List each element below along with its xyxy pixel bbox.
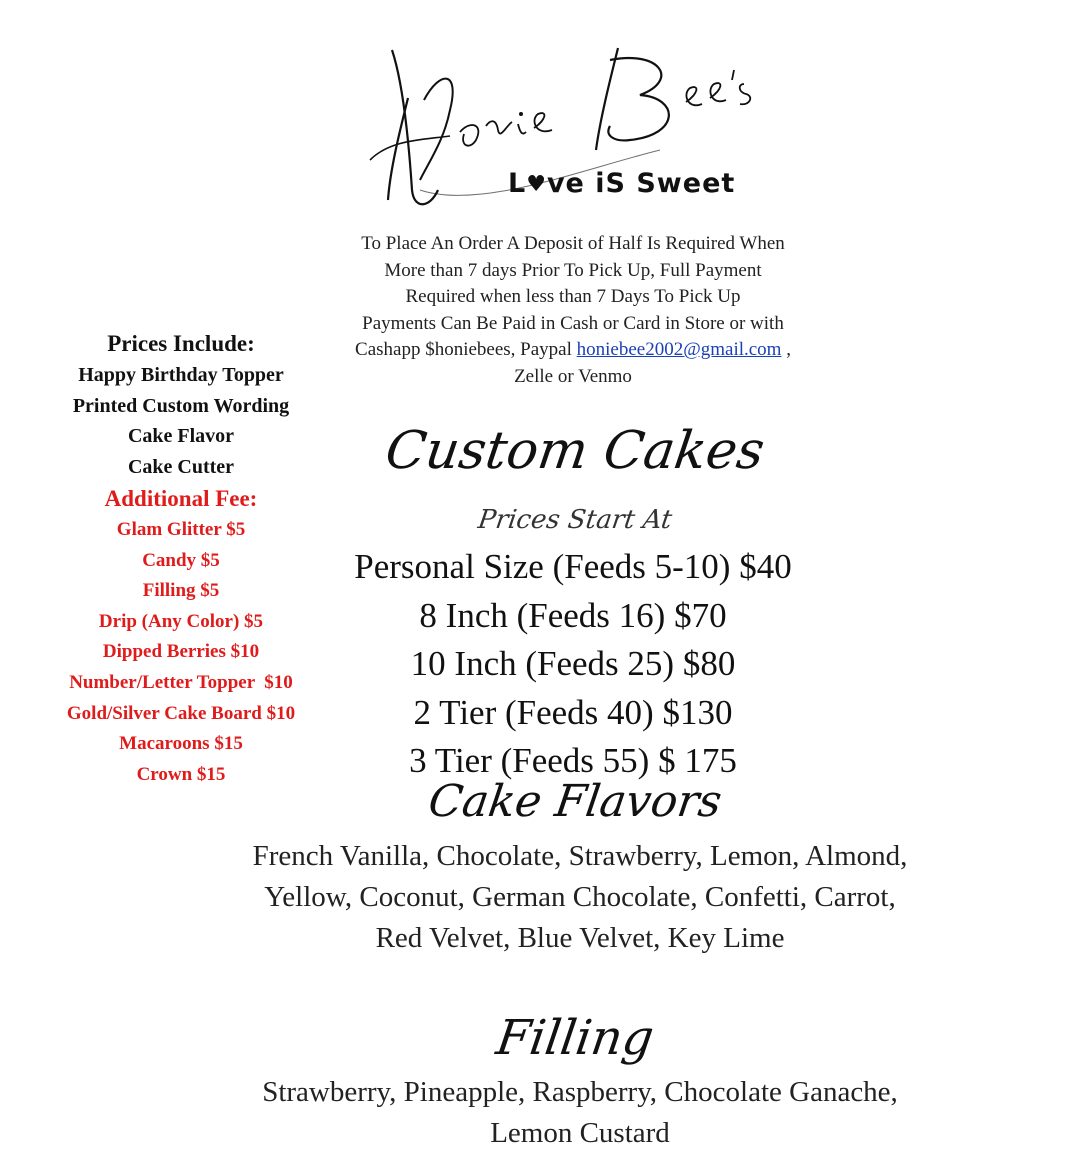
tagline-suffix: ve iS Sweet [546, 168, 736, 199]
notice-line-1: To Place An Order A Deposit of Half Is Required When [361, 233, 785, 254]
logo-tagline [508, 168, 735, 199]
fee-item: Macaroons $15 [119, 733, 243, 755]
tagline-prefix: L [508, 168, 527, 199]
notice-line-3: Required when less than 7 Days To Pick Up [405, 286, 741, 308]
includes-item: Printed Custom Wording [72, 394, 290, 417]
logo [360, 40, 780, 220]
flavors-line-2: Yellow, Coconut, German Chocolate, Confetti, Carrot, [264, 881, 896, 913]
price-item: 10 Inch (Feeds 25) $80 [410, 644, 736, 683]
includes-item: Cake Cutter [127, 455, 235, 478]
filling-line-1: Strawberry, Pineapple, Raspberry, Chocolate Ganache, [262, 1076, 898, 1108]
price-item: Personal Size (Feeds 5-10) $40 [354, 547, 792, 586]
filling-line-2: Lemon Custard [490, 1117, 670, 1149]
order-notice [318, 231, 828, 391]
cake-price-list [318, 543, 828, 786]
filling-list [140, 1072, 1020, 1154]
flavors-line-1: French Vanilla, Chocolate, Strawberry, Lemon, Almond, [252, 840, 908, 872]
price-item: 3 Tier (Feeds 55) $ 175 [409, 741, 737, 780]
notice-line-4: Payments Can Be Paid in Cash or Card in Store or with [362, 312, 784, 334]
custom-cakes-title: Custom Cakes [381, 421, 769, 481]
fee-item: Filling $5 [142, 580, 220, 602]
notice-line-5-suffix: , [786, 339, 791, 361]
pricing-sidebar [40, 328, 322, 790]
fee-item: Gold/Silver Cake Board $10 [66, 702, 296, 724]
includes-item: Happy Birthday Topper [78, 364, 284, 386]
cake-flavors-title: Cake Flavors [425, 776, 725, 827]
notice-line-2: More than 7 days Prior To Pick Up, Full Payment [384, 259, 762, 281]
notice-line-5 [318, 337, 828, 364]
heart-icon: ♥ [526, 172, 547, 197]
price-item: 8 Inch (Feeds 16) $70 [419, 595, 727, 635]
filling-title: Filling [492, 1010, 658, 1066]
price-item: 2 Tier (Feeds 40) $130 [413, 692, 733, 732]
email-link[interactable]: honiebee2002@gmail.com [576, 339, 782, 361]
includes-item: Cake Flavor [127, 425, 235, 447]
additional-fee-heading: Additional Fee: [104, 486, 258, 511]
fee-item: Number/Letter Topper $10 [69, 671, 293, 693]
notice-line-5-prefix: Cashapp $honiebees, Paypal [355, 339, 572, 361]
fee-item: Crown $15 [136, 763, 226, 785]
flavors-line-3: Red Velvet, Blue Velvet, Key Lime [375, 922, 785, 954]
includes-heading: Prices Include: [107, 331, 255, 356]
prices-start-subtitle: Prices Start At [476, 505, 674, 535]
cake-flavors-list [140, 836, 1020, 959]
notice-line-6: Zelle or Venmo [514, 365, 632, 387]
fee-item: Candy $5 [142, 549, 220, 571]
fee-item: Drip (Any Color) $5 [98, 610, 264, 632]
fee-item: Glam Glitter $5 [116, 519, 246, 540]
fee-item: Dipped Berries $10 [102, 641, 260, 663]
